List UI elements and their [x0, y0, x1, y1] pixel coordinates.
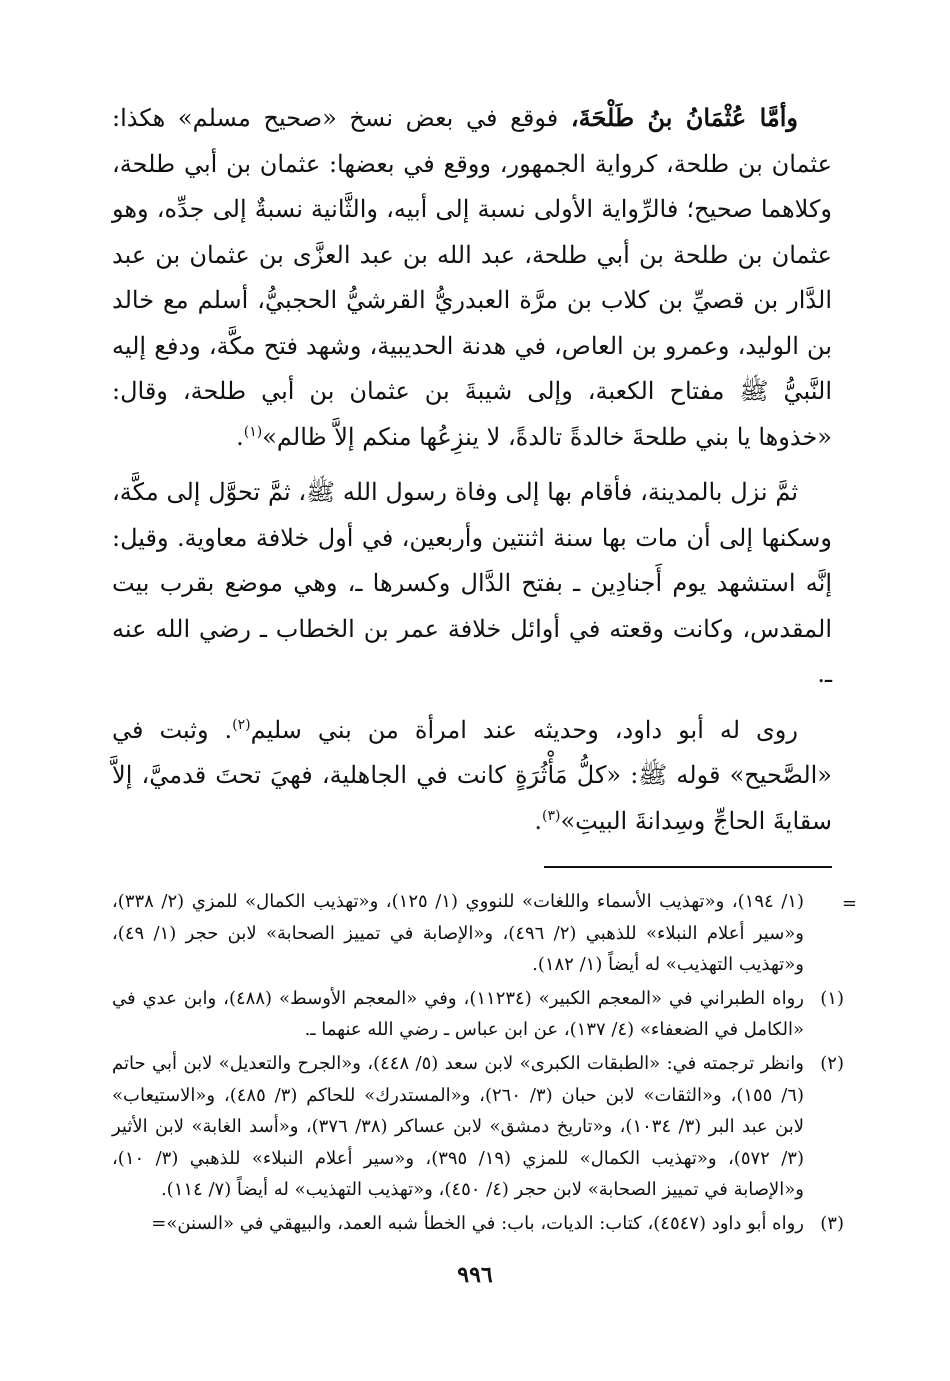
paragraph-text: روى له أبو داود، وحديثه عند امرأة من بني سليم — [250, 715, 798, 744]
footnote-number: (٢) — [820, 1052, 844, 1074]
continuation-mark: = — [841, 893, 857, 914]
paragraph-tail: . — [534, 806, 543, 835]
page-content — [112, 95, 857, 1242]
footnote-text: (١/ ١٩٤)، و«تهذيب الأسماء واللغات» للنووي (١/ ١٢٥)، و«تهذيب الكمال» للمزي (٢/ ٣٣٨)، و«سير أعلام النبلاء» للذهبي (٢/ ٤٩٦)، و«الإصابة في تمييز الصحابة» لابن حجر (١/ ٤٩)، و«تهذيب التهذيب» له أيضاً (١/ ١٨٢). — [112, 891, 804, 976]
footnote-continuation — [112, 886, 832, 981]
footnote-text: رواه الطبراني في «المعجم الكبير» (١١٢٣٤)، وفي «المعجم الأوسط» (٤٨٨)، وابن عدي في «الكامل في الضعفاء» (٤/ ١٣٧)، عن ابن عباس ـ رضي الله عنهما ـ. — [112, 987, 804, 1041]
footnotes — [112, 886, 857, 1240]
paragraph-text: ثمَّ نزل بالمدينة، فأقام بها إلى وفاة رسول الله ﷺ، ثمَّ تحوَّل إلى مكَّة، وسكنها إلى أن مات بها سنة اثنتين وأربعين، في أول خلافة معاوية. وقيل: إنَّه استشهد يوم أَجنادِين ـ بفتح الدَّال وكسرها ـ، وهي موضع بقرب بيت المقدس، وكانت وقعته في أوائل خلافة عمر بن الخطاب ـ رضي الله عنه ـ. — [112, 478, 832, 688]
paragraph-tail: . وثبت في «الصَّحيح» قوله ﷺ: «كلُّ مَأْثُرَةٍ كانت في الجاهلية، فهيَ تحتَ قدميَّ، إلاَّ سقايةَ الحاجِّ وسِدانةَ البيتِ» — [112, 715, 832, 835]
footnote-ref[interactable]: (٣) — [542, 807, 561, 824]
paragraph-text: فوقع في بعض نسخ «صحيح مسلم» هكذا: عثمان بن طلحة، كرواية الجمهور، ووقع في بعضها: عثمان بن أبي طلحة، وكلاهما صحيح؛ فالرِّواية الأولى نسبة إلى أبيه، والثَّانية نسبةٌ إلى جدِّه، وهو عثمان بن طلحة بن أبي طلحة، عبد الله بن عبد العزَّى بن عثمان بن عبد الدَّار بن قصيِّ بن كلاب بن مرَّة العبدريُّ القرشيُّ الحجبيُّ، أسلم مع خالد بن الوليد، وعمرو بن العاص، في هدنة الحديبية، وشهد فتح مكَّة، ودفع إليه النَّبيُّ ﷺ مفتاح الكعبة، وإلى شيبةَ بن عثمان بن أبي طلحة، وقال: «خذوها يا بني طلحةَ خالدةً تالدةً، لا ينزِعُها منكم إلاَّ ظالم» — [112, 104, 832, 451]
footnote-ref[interactable]: (١) — [243, 423, 263, 440]
footnote-2 — [112, 1048, 844, 1206]
paragraph-tail: . — [236, 422, 244, 451]
paragraph-2 — [112, 470, 832, 698]
paragraph-3 — [112, 708, 832, 845]
main-text — [112, 95, 832, 844]
paragraph-1 — [112, 95, 832, 460]
footnote-ref[interactable]: (٢) — [232, 716, 251, 733]
footnote-text: رواه أبو داود (٤٥٤٧)، كتاب: الديات، باب: في الخطأ شبه العمد، والبيهقي في «السنن»= — [151, 1212, 804, 1234]
footnote-number: (٣) — [820, 1212, 844, 1234]
footnote-text: وانظر ترجمته في: «الطبقات الكبرى» لابن سعد (٥/ ٤٤٨)، و«الجرح والتعديل» لابن أبي حاتم (٦/ ١٥٥)، و«الثقات» لابن حبان (٣/ ٢٦٠)، و«المستدرك» للحاكم (٣/ ٤٨٥)، و«الاستيعاب» لابن عبد البر (٣/ ١٠٣٤)، و«تاريخ دمشق» لابن عساكر (٣٨/ ٣٧٦)، و«أسد الغابة» لابن الأثير (٣/ ٥٧٢)، و«تهذيب الكمال» للمزي (١٩/ ٣٩٥)، و«سير أعلام النبلاء» للذهبي (٣/ ١٠)، و«الإصابة في تمييز الصحابة» لابن حجر (٤/ ٤٥٠)، و«تهذيب التهذيب» له أيضاً (٧/ ١١٤). — [112, 1052, 805, 1201]
footnote-1 — [112, 983, 844, 1046]
footnote-3 — [112, 1208, 844, 1240]
page-number: ٩٩٦ — [457, 1262, 493, 1288]
footnote-divider — [544, 866, 832, 868]
footnote-number: (١) — [820, 987, 844, 1009]
paragraph-lead: وأمَّا عُثْمَانُ بنُ طَلْحَةَ، — [570, 103, 799, 132]
